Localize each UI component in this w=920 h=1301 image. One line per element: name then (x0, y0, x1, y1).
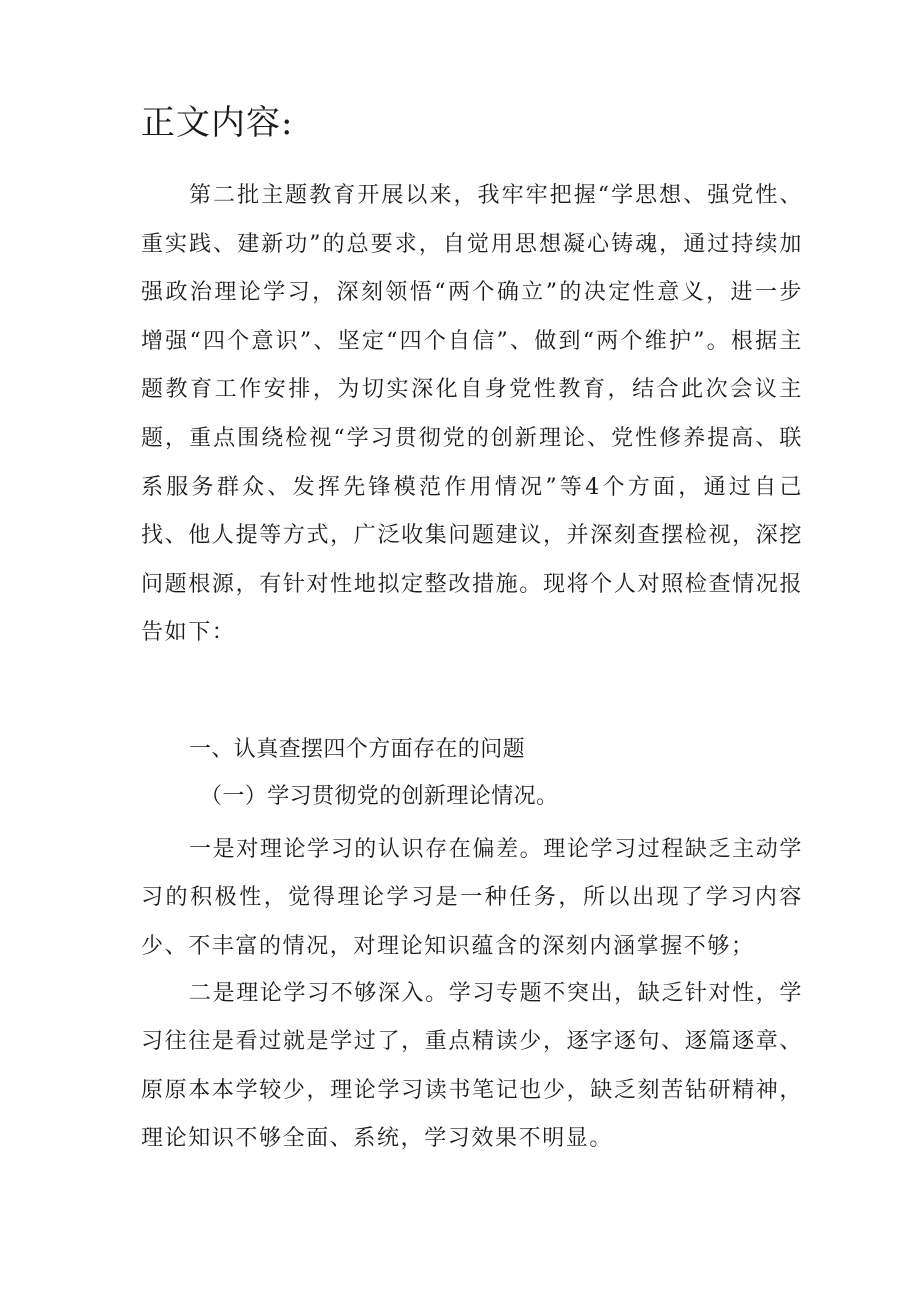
section-heading: 一、认真查摆四个方面存在的问题 (189, 737, 526, 762)
intro-paragraph: 第二批主题教育开展以来，我牢牢把握“学思想、强党性、重实践、建新功”的总要求，自觉用思想凝心铸魂，通过持续加强政治理论学习，深刻领悟“两个确立”的决定性意义，进一步增强“四个意识”、坚定“四个自信”、做到“两个维护”。根据主题教育工作安排，为切实深化自身党性教育，结合此次会议主题，重点围绕检视“学习贯彻党的创新理论、党性修养提高、联系服务群众、发挥先锋模范作用情况”等4个方面，通过自己找、他人提等方式，广泛收集问题建议，并深刻查摆检视，深挖问题根源，有针对性地拟定整改措施。现将个人对照检查情况报告如下： (141, 183, 803, 646)
point-paragraph-1: 一是对理论学习的认识存在偏差。理论学习过程缺乏主动学习的积极性，觉得理论学习是一种任务，所以出现了学习内容少、不丰富的情况，对理论知识蕴含的深刻内涵掌握不够； (141, 837, 803, 959)
subsection-heading: （一）学习贯彻党的创新理论情况。 (200, 784, 559, 809)
document-title: 正文内容: (141, 103, 294, 143)
point-paragraph-2: 二是理论学习不够深入。学习专题不突出，缺乏针对性，学习往往是看过就是学过了，重点精读少，逐字逐句、逐篇逐章、原原本本学较少，理论学习读书笔记也少，缺乏刻苦钻研精神，理论知识不够全面、系统，学习效果不明显。 (141, 981, 803, 1151)
